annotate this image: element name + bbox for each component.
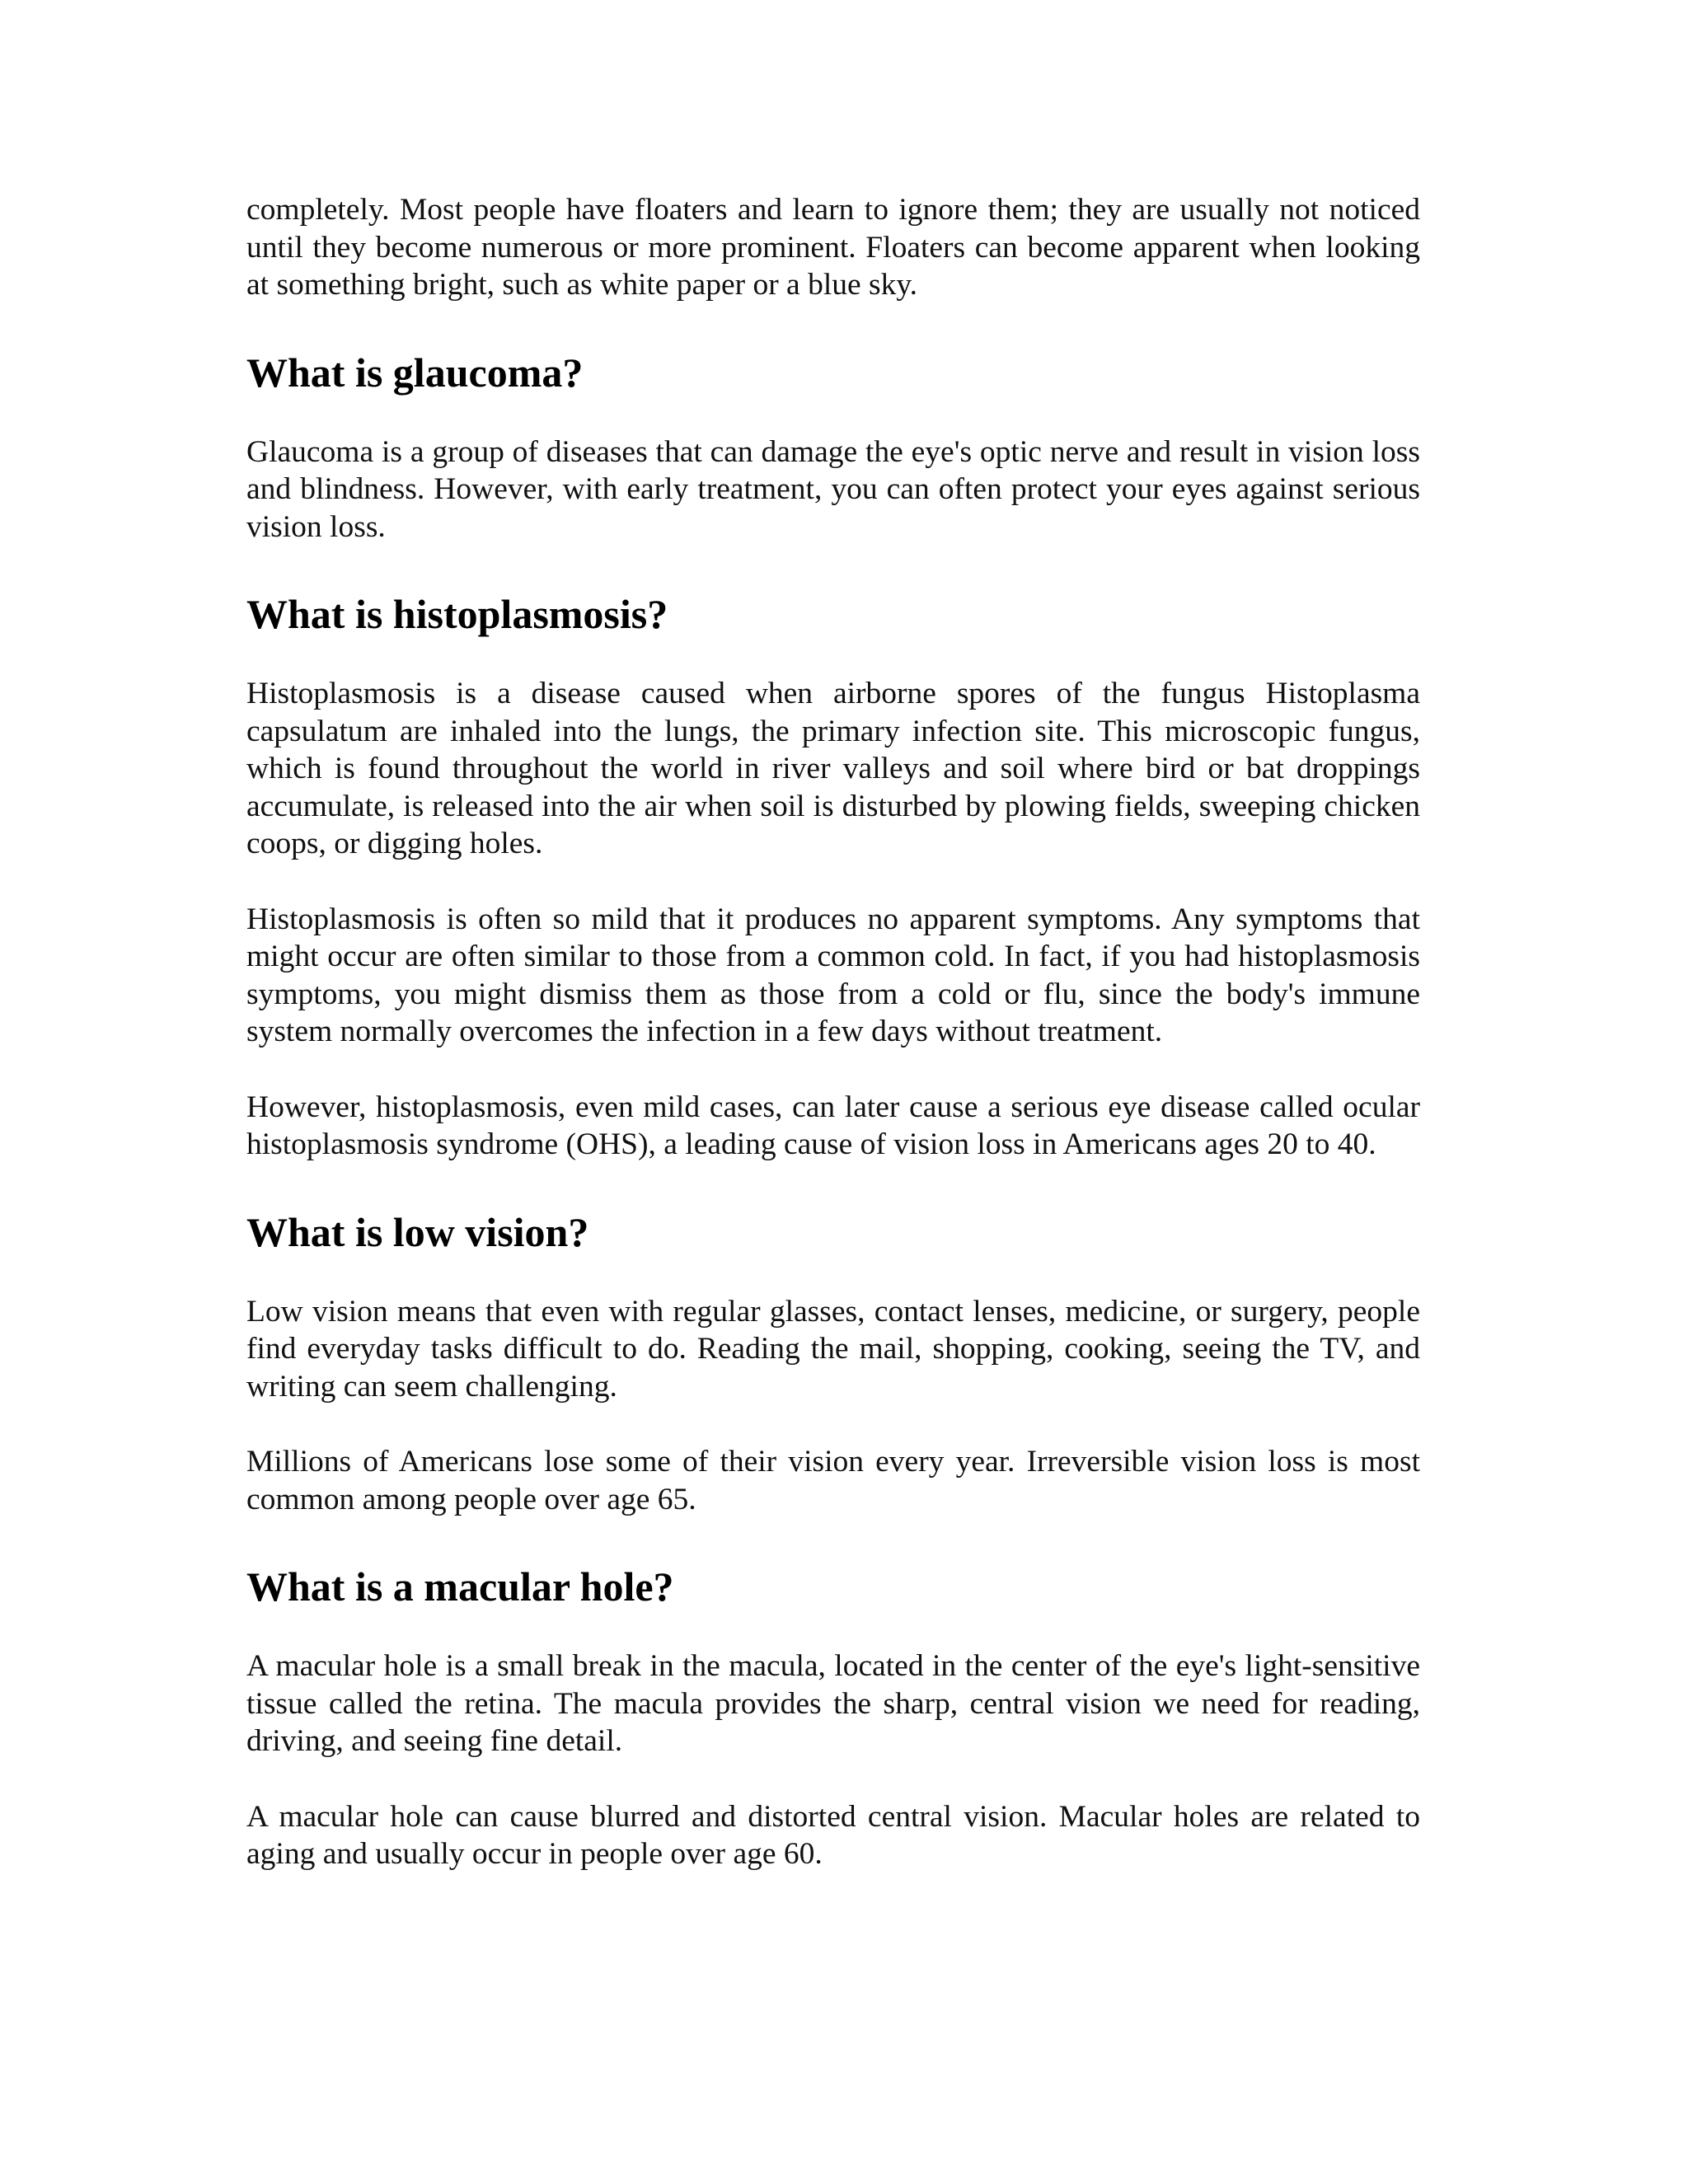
histoplasmosis-paragraph-2: Histoplasmosis is often so mild that it produces no apparent symptoms. Any symptoms that might occur are often similar to those from a common cold. In fact, if you had histoplasmosis symptoms, you might dismiss them as those from a cold or flu, since the body's immune system normally overcomes the infection in a few days without treatment.	[246, 902, 1420, 1048]
macular-hole-paragraph-1: A macular hole is a small break in the macula, located in the center of the eye's light-sensitive tissue called the retina. The macula provides the sharp, central vision we need for reading, driving, and seeing fine detail.	[246, 1649, 1420, 1758]
macular-hole-paragraph-2: A macular hole can cause blurred and distorted central vision. Macular holes are related to aging and usually occur in people over age 60.	[246, 1799, 1420, 1871]
heading-glaucoma: What is glaucoma?	[246, 349, 584, 396]
heading-macular-hole: What is a macular hole?	[246, 1563, 674, 1610]
glaucoma-paragraph: Glaucoma is a group of diseases that can damage the eye's optic nerve and result in vision loss and blindness. However, with early treatment, you can often protect your eyes against serious vision loss.	[246, 434, 1420, 544]
low-vision-paragraph-1: Low vision means that even with regular glasses, contact lenses, medicine, or surgery, people find everyday tasks difficult to do. Reading the mail, shopping, cooking, seeing the TV, and writing can seem challenging.	[246, 1294, 1420, 1404]
heading-histoplasmosis: What is histoplasmosis?	[246, 591, 668, 637]
heading-low-vision: What is low vision?	[246, 1208, 589, 1255]
histoplasmosis-paragraph-1: Histoplasmosis is a disease caused when airborne spores of the fungus Histoplasma capsulatum are inhaled into the lungs, the primary infection site. This microscopic fungus, which is found throughout the world in river valleys and soil where bird or bat droppings accumulate, is released into the air when soil is disturbed by plowing fields, sweeping chicken coops, or digging holes.	[246, 677, 1420, 860]
floaters-paragraph-continued: completely. Most people have floaters and learn to ignore them; they are usually not noticed until they become numerous or more prominent. Floaters can become apparent when looking at something bright, such as white paper or a blue sky.	[246, 193, 1420, 302]
histoplasmosis-paragraph-3: However, histoplasmosis, even mild cases, can later cause a serious eye disease called ocular histoplasmosis syndrome (OHS), a leading cause of vision loss in Americans ages 20 to 40.	[246, 1090, 1420, 1161]
document-body	[246, 191, 1420, 1873]
low-vision-paragraph-2: Millions of Americans lose some of their vision every year. Irreversible vision loss is most common among people over age 65.	[246, 1445, 1420, 1516]
